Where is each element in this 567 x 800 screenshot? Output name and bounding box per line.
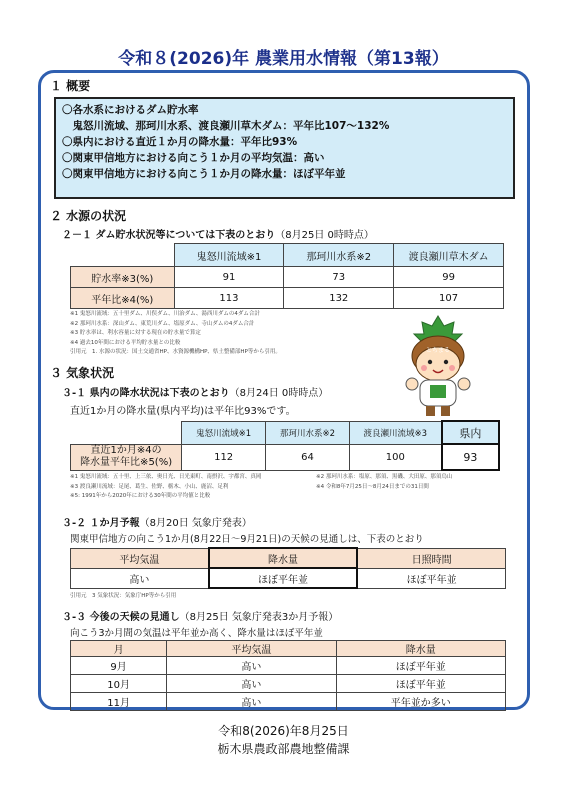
dam-cell: 113	[174, 288, 284, 309]
forecast3-text: 向こう3か月間の気温は平年並か高く、降水量はほぼ平年並	[70, 628, 323, 639]
forecast3-table	[70, 640, 506, 711]
dam-cell: 107	[394, 288, 504, 309]
rain-header-watarase: 渡良瀬川流域※3	[349, 421, 441, 444]
dam-header-nakagawa: 那珂川水系※2	[284, 244, 394, 267]
forecast1-header-temp: 平均気温	[71, 548, 209, 568]
subsection-dam-heading: ２－１ ダム貯水状況等については下表のとおり（8月25日 0時時点）	[62, 230, 374, 241]
dam-cell: 73	[284, 267, 394, 288]
subsection-rain-heading: ３-１ 県内の降水状況は下表のとおり（8月24日 0時時点）	[62, 388, 329, 399]
footer-date: 令和8(2026)年8月25日	[218, 724, 349, 738]
forecast1-cell: 高い	[71, 568, 209, 588]
rain-header-kinugawa: 鬼怒川流域※1	[182, 421, 266, 444]
summary-line: 〇関東甲信地方における向こう１か月の平均気温：高い	[62, 152, 325, 164]
rain-notes-right: ※2 那珂川水系：塩原、那須、黒磯、大田原、那須烏山 ※4 令和8年7月25日～8月24日までの31日間	[316, 474, 453, 490]
mascot-badge: とちまる	[425, 347, 451, 354]
dam-notes: ※1 鬼怒川流域：五十里ダム、川俣ダム、川治ダム、湯西川ダムの4ダム合計 ※2 那珂川水系：深山ダム、東荒川ダム、塩原ダム、寺山ダムの4ダム合計 ※3 貯水率は、利水容量に対する現在の貯水量で算定 ※4 過去10年間における平均貯水量との比較 引用元 1. 水源の状況：国土交通省HP、水資源機構HP、県土整備部HP等から引用。	[70, 311, 281, 355]
rain-table	[70, 420, 500, 471]
dam-header-kinugawa: 鬼怒川流域※1	[174, 244, 284, 267]
section-water-source-heading: ２ 水源の状況	[50, 209, 127, 223]
forecast1-header-sun: 日照時間	[357, 548, 505, 568]
mascot-illustration	[392, 312, 484, 420]
forecast3-cell: 平年並か多い	[336, 693, 505, 711]
forecast3-cell: 高い	[167, 693, 336, 711]
dam-table	[70, 243, 504, 309]
rain-row-label: 直近1か月※4の 降水量平年比※5(%)	[71, 444, 182, 470]
summary-line: 鬼怒川流域、那珂川水系、渡良瀬川草木ダム：平年比107～132%	[62, 120, 390, 132]
forecast3-cell: ほぼ平年並	[336, 675, 505, 693]
subsection-forecast3-heading: ３-３ 今後の天候の見通し（8月25日 気象庁発表3か月予報）	[62, 612, 339, 623]
forecast1-table	[70, 547, 506, 589]
rain-cell: 100	[349, 444, 441, 470]
forecast1-text: 関東甲信地方の向こう1か月(8月22日～9月21日)の天候の見通しは、下表のとおり	[70, 534, 424, 545]
forecast3-cell: 11月	[71, 693, 167, 711]
forecast3-cell: 高い	[167, 657, 336, 675]
forecast3-header-month: 月	[71, 641, 167, 657]
summary-line: 〇県内における直近１か月の降水量：平年比93%	[62, 136, 298, 148]
dam-row-label: 貯水率※3(%)	[71, 267, 175, 288]
summary-box	[54, 97, 515, 199]
forecast3-header-rain: 降水量	[336, 641, 505, 657]
summary-line: 〇各水系におけるダム貯水率	[62, 104, 199, 116]
rain-header-nakagawa: 那珂川水系※2	[266, 421, 350, 444]
forecast3-header-temp: 平均気温	[167, 641, 336, 657]
dam-cell: 132	[284, 288, 394, 309]
section-weather-heading: ３ 気象状況	[50, 366, 115, 380]
forecast1-cell-rain: ほぼ平年並	[209, 568, 358, 588]
forecast3-cell: ほぼ平年並	[336, 657, 505, 675]
dam-row-label: 平年比※4(%)	[71, 288, 175, 309]
dam-header-watarase: 渡良瀬川草木ダム	[394, 244, 504, 267]
forecast1-cell: ほぼ平年並	[357, 568, 505, 588]
summary-line: 〇関東甲信地方における向こう１か月の降水量：ほぼ平年並	[62, 168, 346, 180]
rain-header-prefecture: 県内	[442, 421, 499, 444]
forecast3-cell: 高い	[167, 675, 336, 693]
section-overview-heading: １ 概要	[50, 79, 91, 93]
subsection-forecast1-heading: ３-２ １か月予報（8月20日 気象庁発表）	[62, 518, 252, 529]
dam-cell: 91	[174, 267, 284, 288]
forecast3-cell: 9月	[71, 657, 167, 675]
rain-cell: 112	[182, 444, 266, 470]
footer-department: 栃木県農政部農地整備課	[217, 742, 350, 756]
page-title: 令和８(2026)年 農業用水情報（第13報）	[118, 49, 449, 69]
forecast3-cell: 10月	[71, 675, 167, 693]
forecast1-header-rain: 降水量	[209, 548, 358, 568]
rain-cell-prefecture: 93	[442, 444, 499, 470]
rain-summary-text: 直近1か月の降水量(県内平均)は平年比93%です。	[70, 406, 296, 417]
dam-cell: 99	[394, 267, 504, 288]
rain-cell: 64	[266, 444, 350, 470]
rain-notes-left: ※1 鬼怒川流域：五十里、上三依、奥日光、日光東町、南摂沢、宇都宮、真岡 ※3 渡良瀬川流域：足尾、葛生、佐野、栃木、小山、鹿沼、足利 ※5: 1991年から2020年における30年間の平均値と比較	[70, 474, 262, 499]
forecast1-note: 引用元 3 気象状況：気象庁HP等から引用	[70, 593, 177, 599]
